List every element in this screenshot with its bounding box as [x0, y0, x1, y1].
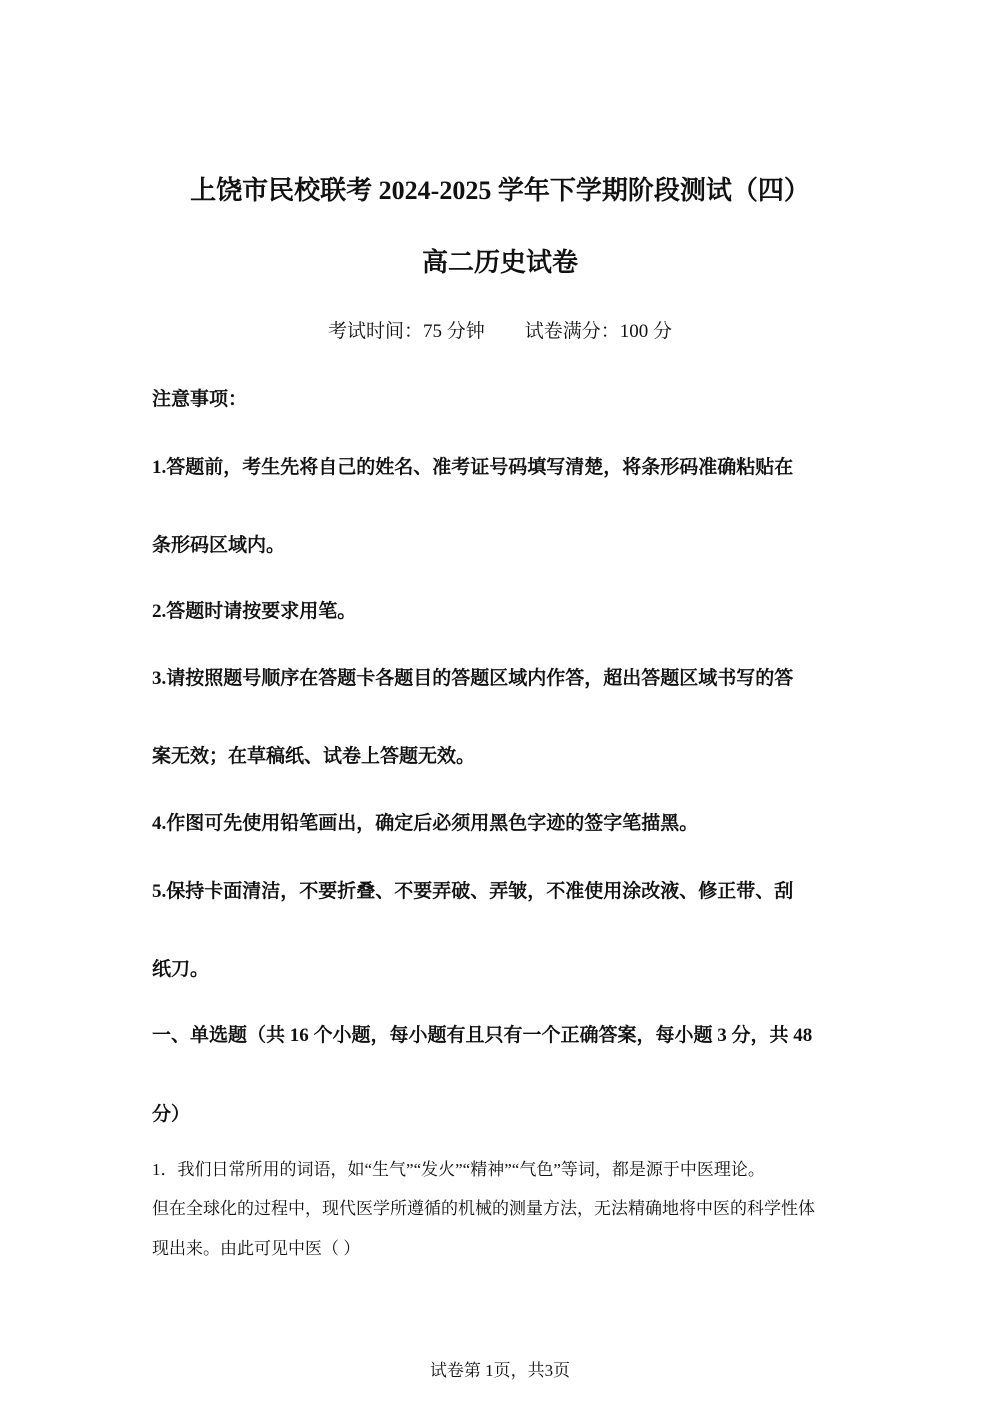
- notice-line: 4.作图可先使用铅笔画出，确定后必须用黑色字迹的签字笔描黑。: [152, 813, 699, 834]
- full-score: 试卷满分：100 分: [524, 321, 673, 342]
- exam-subtitle: 高二历史试卷: [421, 248, 578, 277]
- exam-time: 考试时间：75 分钟: [327, 321, 485, 342]
- exam-meta: [0, 316, 1000, 343]
- notice-line: 1.答题前，考生先将自己的姓名、准考证号码填写清楚，将条形码准确粘贴在: [152, 457, 794, 478]
- section-heading-cont: 分）: [152, 1104, 191, 1125]
- exam-title: 上饶市民校联考 2024-2025 学年下学期阶段测试（四）: [190, 176, 810, 205]
- notice-line: 纸刀。: [152, 959, 210, 980]
- page-footer: 试卷第 1页，共3页: [429, 1361, 571, 1380]
- section-heading: 一、单选题（共 16 个小题，每小题有且只有一个正确答案，每小题 3 分，共 48: [152, 1025, 813, 1046]
- notice-line: 3.请按照题号顺序在答题卡各题目的答题区域内作答，超出答题区域书写的答: [152, 668, 794, 689]
- notice-line: 2.答题时请按要求用笔。: [152, 601, 357, 622]
- notice-line: 条形码区域内。: [152, 535, 286, 556]
- question-line: 1．我们日常所用的词语，如“生气”“发火”“精神”“气色”等词，都是源于中医理论。: [152, 1160, 765, 1179]
- question-line: 但在全球化的过程中，现代医学所遵循的机械的测量方法，无法精确地将中医的科学性体: [152, 1199, 815, 1218]
- notice-line: 案无效；在草稿纸、试卷上答题无效。: [152, 746, 476, 767]
- notice-line: 5.保持卡面清洁，不要折叠、不要弄破、弄皱，不准使用涂改液、修正带、刮: [152, 881, 794, 902]
- question-line: 现出来。由此可见中医（ ）: [152, 1239, 361, 1258]
- notice-heading: 注意事项：: [152, 389, 248, 410]
